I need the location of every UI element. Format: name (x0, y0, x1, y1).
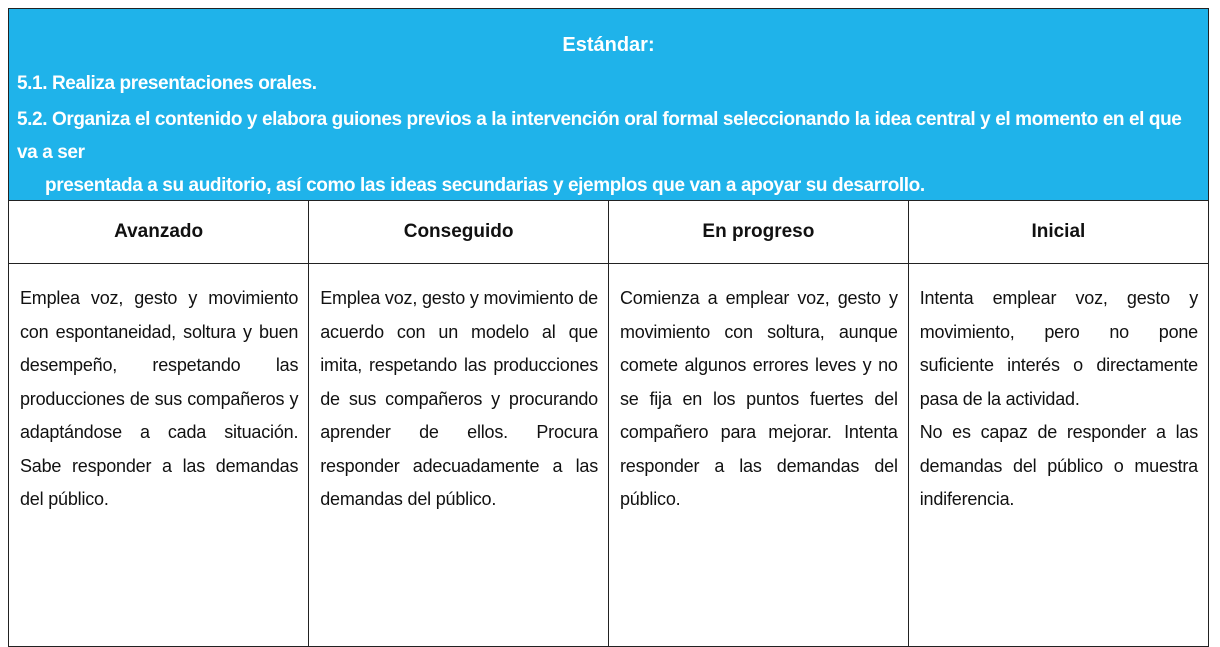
criteria-table (9, 201, 1208, 646)
standard-title: Estándar: (562, 34, 655, 56)
description-en-progreso: Comienza a emplear voz, gesto y movimiento con soltura, aunque comete algunos errores leves y no se fija en los puntos fuertes del compañero para mejorar. Intenta responder a las demandas del público. (609, 264, 909, 647)
level-headings-row (9, 201, 1208, 264)
heading-en-progreso: En progreso (609, 201, 909, 264)
level-descriptions-row (9, 264, 1208, 647)
description-avanzado: Emplea voz, gesto y movimiento con espontaneidad, soltura y buen desempeño, respetando las producciones de sus compañeros y adaptándose a cada situación. Sabe responder a las demandas del público. (9, 264, 309, 647)
heading-conseguido: Conseguido (309, 201, 609, 264)
description-inicial-part-2: No es capaz de responder a las demandas del público o muestra indiferencia. (919, 422, 1198, 509)
standard-header (9, 9, 1208, 201)
standard-item-5-2-continued: presentada a su auditorio, así como las ideas secundarias y ejemplos que van a apoyar su desarrollo. (45, 175, 925, 196)
rubric-table (8, 8, 1209, 647)
description-inicial-part-1: Intenta emplear voz, gesto y movimiento, pero no pone suficiente interés o directamente pasa de la actividad. (919, 288, 1198, 409)
standard-item-5-2: 5.2. Organiza el contenido y elabora guiones previos a la intervención oral formal seleccionando la idea central y el momento en el que va a ser (17, 109, 1182, 163)
heading-avanzado: Avanzado (9, 201, 309, 264)
description-conseguido: Emplea voz, gesto y movimiento de acuerdo con un modelo al que imita, respetando las producciones de sus compañeros y procurando aprender de ellos. Procura responder adecuadamente a las demandas del público. (309, 264, 609, 647)
description-inicial (908, 264, 1208, 647)
heading-inicial: Inicial (908, 201, 1208, 264)
standard-item-5-1: 5.1. Realiza presentaciones orales. (17, 73, 317, 94)
